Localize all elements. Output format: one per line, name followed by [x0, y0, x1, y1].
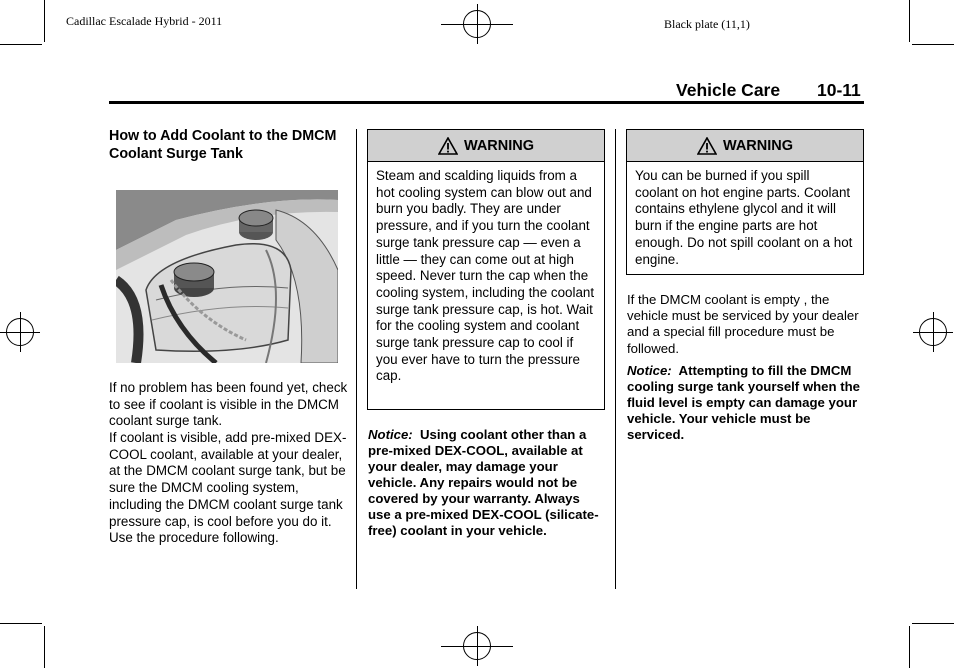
- warning-label: WARNING: [722, 137, 794, 154]
- warning-label: WARNING: [463, 137, 535, 154]
- notice-text: Using coolant other than a pre-mixed DEX-COOL, available at your dealer, may damage your vehicle. Any repairs would not be covered by your warranty. Always use a pre-mixed DEX-COOL (silicate-free) coolant in your vehicle.: [368, 427, 599, 538]
- section-title: Vehicle Care: [676, 80, 781, 100]
- registration-mark-icon: [0, 312, 40, 352]
- crop-mark: [44, 626, 45, 668]
- crop-mark: [909, 0, 910, 42]
- notice-text: Attempting to fill the DMCM cooling surge tank yourself when the fluid level is empty can damage your vehicle. Your vehicle must be serviced.: [627, 363, 861, 442]
- column-divider: [356, 129, 357, 589]
- page-number: 10-11: [817, 80, 861, 100]
- registration-mark-icon: [441, 4, 513, 44]
- notice-label: Notice:: [627, 363, 672, 378]
- warning-triangle-icon: [438, 137, 458, 155]
- notice-label: Notice:: [368, 427, 413, 442]
- paragraph: If coolant is visible, add pre-mixed DEX-COOL coolant, available at your dealer, at the DMCM coolant surge tank, but be sure the DMCM cooling system, including the DMCM coolant surge tank pressure cap, is cool before you do it. Use the procedure following.: [109, 430, 347, 546]
- header-rule: [109, 101, 864, 104]
- crop-mark: [912, 44, 954, 45]
- crop-mark: [44, 0, 45, 42]
- paragraph: If the DMCM coolant is empty , the vehicle must be serviced by your dealer and a special fill procedure must be followed.: [627, 292, 859, 356]
- notice: [627, 363, 863, 443]
- warning-text: Steam and scalding liquids from a hot cooling system can blow out and burn you badly. They are under pressure, and if you turn the coolant surge tank pressure cap — even a little — they can come out at high speed. Never turn the cap when the cooling system, including the coolant surge tank pressure cap, is hot. Wait for the cooling system and coolant surge tank pressure cap to cool if you ever have to turn the pressure cap.: [376, 168, 595, 384]
- crop-mark: [912, 623, 954, 624]
- warning-box: [626, 129, 864, 275]
- warning-header: [627, 130, 863, 162]
- section-heading: How to Add Coolant to the DMCM Coolant Surge Tank: [109, 128, 337, 162]
- crop-mark: [0, 44, 42, 45]
- warning-triangle-icon: [697, 137, 717, 155]
- warning-box: [367, 129, 605, 410]
- warning-header: [368, 130, 604, 162]
- crop-mark: [909, 626, 910, 668]
- notice: [368, 427, 606, 539]
- paragraph: If no problem has been found yet, check to see if coolant is visible in the DMCM coolant surge tank.: [109, 380, 348, 429]
- document-id: Cadillac Escalade Hybrid - 2011: [66, 14, 223, 28]
- plate-label: Black plate (11,1): [664, 17, 750, 31]
- registration-mark-icon: [913, 312, 953, 352]
- column-divider: [615, 129, 616, 589]
- registration-mark-icon: [441, 626, 513, 666]
- engine-photo: [116, 190, 338, 363]
- warning-text: You can be burned if you spill coolant on hot engine parts. Coolant contains ethylene glycol and it will burn if the engine parts are hot enough. Do not spill coolant on a hot engine.: [635, 168, 853, 267]
- crop-mark: [0, 623, 42, 624]
